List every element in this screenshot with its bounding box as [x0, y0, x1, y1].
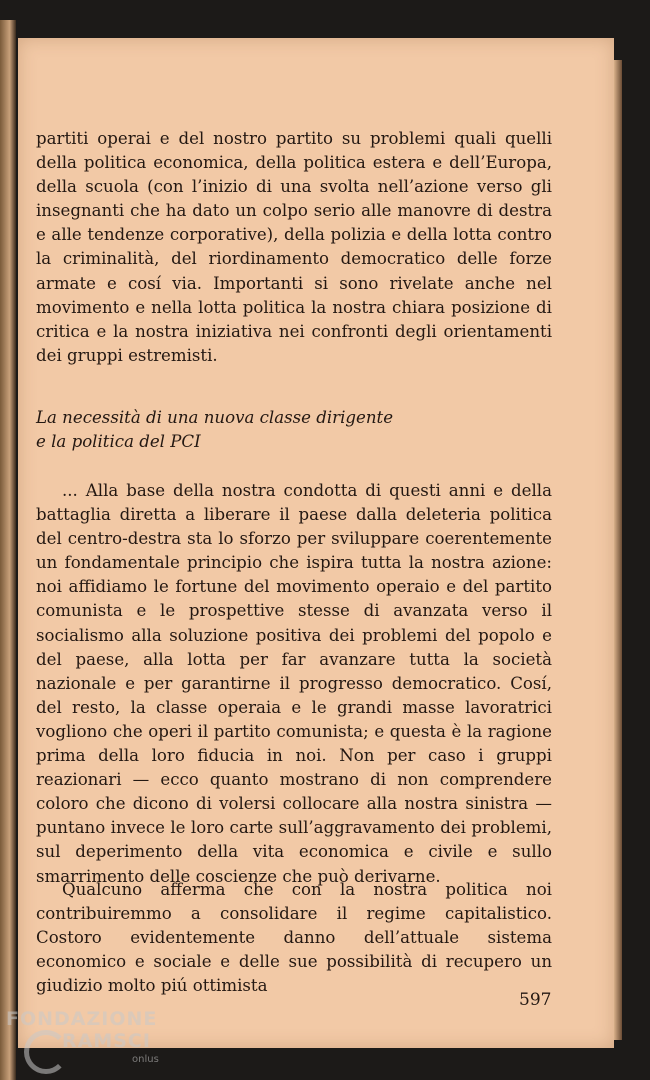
section-heading-line-2: e la politica del PCI — [36, 432, 201, 451]
paragraph-3-text: Qualcuno afferma che con la nostra politica noi contribuiremmo a consolidare il regime capitalistico. Costoro evidentemente danno dell’attuale sistema economico e sociale e delle sue possibilità di recupero un giudizio molto piú ottimista — [36, 880, 552, 996]
page-stack-edge — [614, 60, 622, 1040]
watermark-line-2: RAMSCI — [62, 1030, 151, 1052]
paragraph-3 — [36, 878, 552, 998]
page-number: 597 — [519, 990, 552, 1010]
book-binding-edge — [0, 20, 16, 1080]
watermark-line-1: FONDAZIONE — [6, 1008, 158, 1030]
paragraph-2-text: ... Alla base della nostra condotta di questi anni e della battaglia diretta a liberare il paese dalla deleteria politica del centro-destra sta lo sforzo per sviluppare coerentemente un fondamentale principio che ispira tutta la nostra azione: noi affidiamo le fortune del movimento operaio e del partito comunista e le prospettive stesse di avanzata verso il socialismo alla soluzione positiva dei problemi del popolo e del paese, alla lotta per far avanzare tutta la società nazionale e per garantirne il progresso democratico. Cosí, del resto, la classe operaia e le grandi masse lavoratrici vogliono che operi il partito comunista; e questa è la ragione prima della loro fiducia in noi. Non per caso i gruppi reazionari — ecco quanto mostrano di non comprendere coloro che dicono di volersi collocare alla nostra sinistra — puntano invece le loro carte sull’aggravamento dei problemi, sul deperimento della vita economica e civile e sullo smarrimento delle coscienze che può derivarne. — [36, 481, 552, 886]
paragraph-1 — [36, 127, 552, 368]
section-heading — [36, 406, 556, 454]
section-heading-line-1: La necessità di una nuova classe dirigente — [36, 408, 394, 427]
paragraph-2 — [36, 479, 552, 889]
fondazione-gramsci-watermark — [6, 1008, 176, 1072]
paragraph-1-text: partiti operai e del nostro partito su problemi quali quelli della politica economica, della politica estera e dell’Europa, della scuola (con l’inizio di una svolta nell’azione verso gli insegnanti che ha dato un colpo serio alle manovre di destra e alle tendenze corporative), della polizia e della lotta contro la criminalità, del riordinamento democratico delle forze armate e cosí via. Importanti si sono rivelate anche nel movimento e nella lotta politica la nostra chiara posizione di critica e la nostra iniziativa nei confronti degli orientamenti dei gruppi estremisti. — [36, 129, 552, 365]
watermark-line-3: onlus — [132, 1054, 159, 1065]
